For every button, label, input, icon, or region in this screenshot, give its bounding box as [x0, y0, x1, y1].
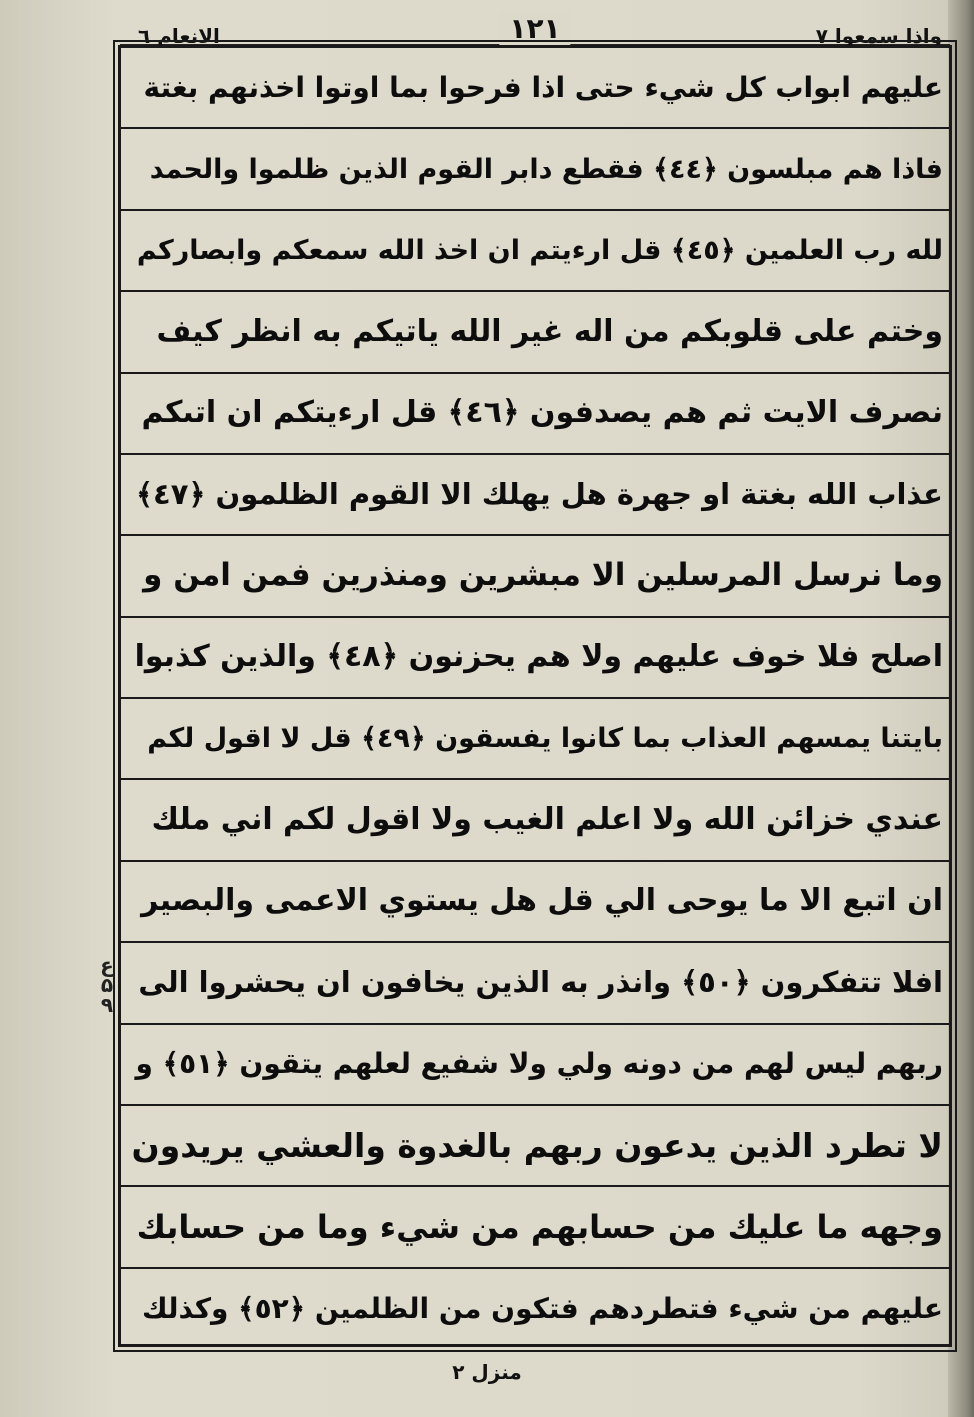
ruku-mark-2: ۵ — [100, 973, 114, 997]
text-line — [121, 455, 949, 536]
text-line — [121, 292, 949, 373]
line-text: افلا تتفكرون ﴿٥٠﴾ وانذر به الذين يخافون ان يحشروا الى — [138, 965, 943, 1000]
text-line — [121, 374, 949, 455]
line-text: لا تطرد الذين يدعون ربهم بالغدوة والعشي يريدون — [131, 1126, 943, 1166]
ruku-mark-3: ۹ — [100, 993, 114, 1017]
line-text: لله رب العلمين ﴿٤٥﴾ قل ارءيتم ان اخذ الله سمعكم وابصاركم — [136, 234, 943, 266]
manzil-footer: منزل ٢ — [452, 1360, 522, 1384]
text-line — [121, 943, 949, 1024]
text-line — [121, 1187, 949, 1268]
text-line — [121, 129, 949, 210]
text-lines — [121, 48, 949, 1344]
line-text: بايتنا يمسهم العذاب بما كانوا يفسقون ﴿٤٩﴾ قل لا اقول لكم — [147, 723, 943, 755]
line-text: عليهم من شيء فتطردهم فتكون من الظلمين ﴿٥٢﴾ وكذلك — [141, 1292, 943, 1326]
line-text: عذاب الله بغتة او جهرة هل يهلك الا القوم الظلمون ﴿٤٧﴾ — [136, 477, 943, 512]
line-text: ربهم ليس لهم من دونه ولي ولا شفيع لعلهم يتقون ﴿٥١﴾ و — [135, 1047, 943, 1081]
text-line — [121, 1106, 949, 1187]
text-line — [121, 699, 949, 780]
line-text: اصلح فلا خوف عليهم ولا هم يحزنون ﴿٤٨﴾ والذين كذبوا — [134, 639, 943, 675]
text-line — [121, 536, 949, 617]
text-line — [121, 862, 949, 943]
text-line — [121, 1025, 949, 1106]
surah-name: الانعام ٦ — [138, 24, 220, 48]
line-text: وختم على قلوبكم من اله غير الله ياتيكم به انظر كيف — [156, 313, 943, 349]
text-frame — [118, 45, 952, 1347]
text-line — [121, 48, 949, 129]
text-line — [121, 1269, 949, 1350]
para-name: واذا سمعوا ٧ — [815, 24, 942, 48]
line-text: ان اتبع الا ما يوحى الي قل هل يستوي الاعمى والبصير — [141, 883, 943, 919]
text-line — [121, 211, 949, 292]
text-line — [121, 780, 949, 861]
line-text: عليهم ابواب كل شيء حتى اذا فرحوا بما اوتوا اخذنهم بغتة — [143, 70, 943, 104]
line-text: وجهه ما عليك من حسابهم من شيء وما من حسابك — [136, 1207, 943, 1246]
page-number: ١٢١ — [499, 12, 570, 45]
ruku-margin-mark — [96, 955, 118, 1015]
line-text: فاذا هم مبلسون ﴿٤٤﴾ فقطع دابر القوم الذين ظلموا والحمد — [149, 153, 943, 185]
line-text: وما نرسل المرسلين الا مبشرين ومنذرين فمن امن و — [143, 557, 943, 594]
line-text: عندي خزائن الله ولا اعلم الغيب ولا اقول لكم اني ملك — [151, 802, 943, 838]
ruku-mark-1: ع — [100, 953, 114, 977]
line-text: نصرف الايت ثم هم يصدفون ﴿٤٦﴾ قل ارءيتكم ان اتىكم — [141, 395, 943, 431]
text-line — [121, 618, 949, 699]
